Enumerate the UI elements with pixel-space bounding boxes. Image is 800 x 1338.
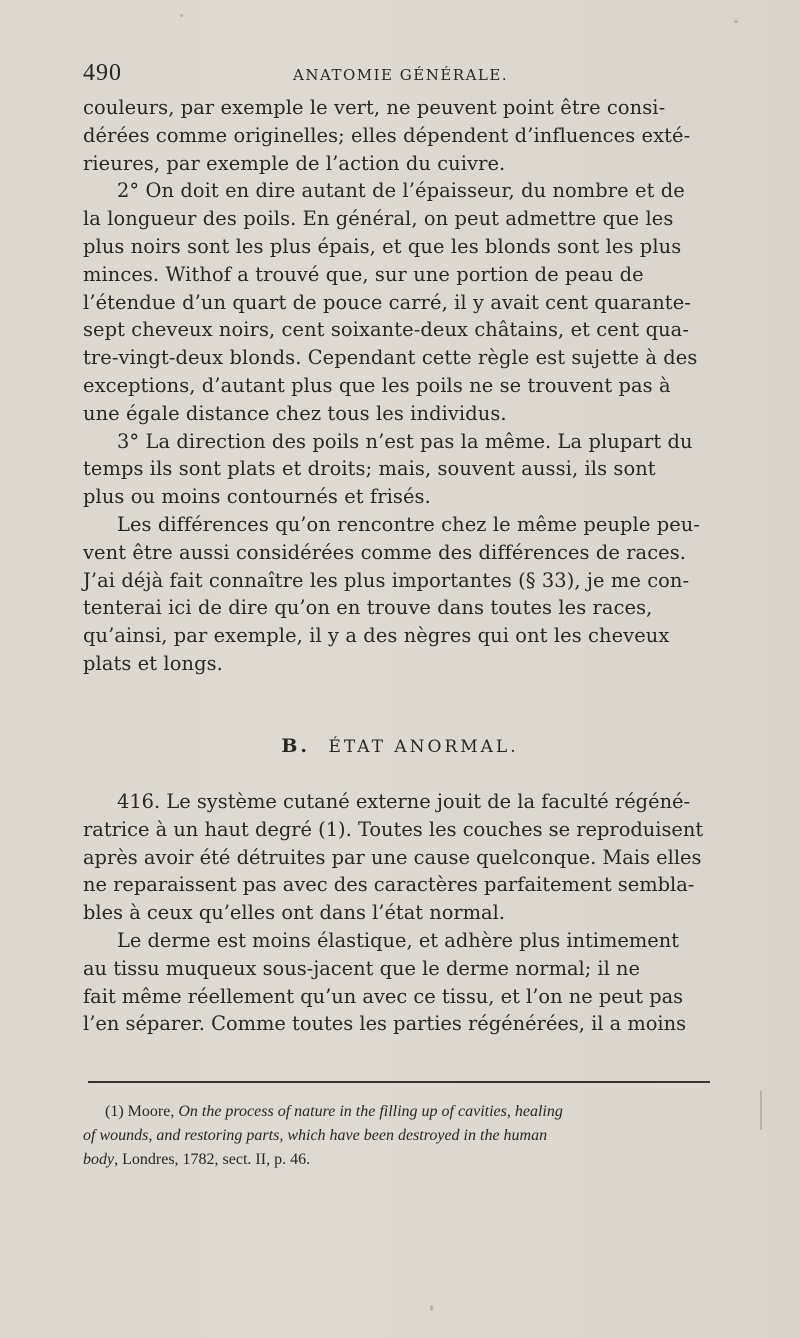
- text-line: ne reparaissent pas avec des caractères parfaitement sembla-: [83, 873, 695, 897]
- text-line: Les différences qu’on rencontre chez le même peuple peu-: [117, 512, 701, 536]
- footnote-line: [83, 1148, 713, 1172]
- text-line: temps ils sont plats et droits; mais, souvent aussi, ils sont: [83, 457, 656, 481]
- footnote-line: [83, 1124, 713, 1148]
- text-line: au tissu muqueux sous-jacent que le derme normal; il ne: [83, 956, 640, 980]
- text-line: une égale distance chez tous les individus.: [83, 401, 507, 425]
- text-line: vent être aussi considérées comme des différences de races.: [83, 540, 687, 564]
- page-header: [83, 60, 713, 92]
- text-line: 3° La direction des poils n’est pas la même. La plupart du: [117, 429, 693, 453]
- text-line: J’ai déjà fait connaître les plus importantes (§ 33), je me con-: [83, 568, 690, 592]
- text-line: sept cheveux noirs, cent soixante-deux châtains, et cent qua-: [83, 318, 689, 342]
- text-line: bles à ceux qu’elles ont dans l’état normal.: [83, 901, 505, 925]
- text-line: la longueur des poils. En général, on peut admettre que les: [83, 207, 674, 231]
- section-letter: B.: [281, 735, 311, 757]
- body-text-bottom: [83, 788, 713, 1038]
- text-line: plats et longs.: [83, 651, 223, 675]
- footnote-title: On the process of nature in the filling up of cavities, healing: [178, 1103, 563, 1120]
- paper-speck: [430, 1305, 433, 1311]
- body-text-top: [83, 94, 713, 678]
- text-line: 416. Le système cutané externe jouit de la faculté régéné-: [117, 790, 691, 813]
- footnote: [83, 1100, 713, 1172]
- text-line: l’étendue d’un quart de pouce carré, il y avait cent quarante-: [83, 290, 691, 314]
- text-line: 2° On doit en dire autant de l’épaisseur, du nombre et de: [117, 179, 685, 203]
- text-line: fait même réellement qu’un avec ce tissu, et l’on ne peut pas: [83, 984, 684, 1008]
- text-line: rieures, par exemple de l’action du cuivre.: [83, 151, 506, 175]
- footnote-rule: [88, 1081, 710, 1083]
- paper-speck: [180, 14, 183, 17]
- section-title: ÉTAT ANORMAL.: [328, 737, 519, 757]
- footnote-title-end: body: [83, 1151, 115, 1168]
- text-line: exceptions, d’autant plus que les poils ne se trouvent pas à: [83, 373, 671, 397]
- footnote-citation: , Londres, 1782, sect. II, p. 46.: [114, 1151, 311, 1168]
- running-head: ANATOMIE GÉNÉRALE.: [293, 66, 509, 84]
- text-line: après avoir été détruites par une cause quelconque. Mais elles: [83, 845, 702, 869]
- text-line: minces. Withof a trouvé que, sur une portion de peau de: [83, 262, 644, 286]
- paper-speck: [760, 1090, 762, 1130]
- text-line: plus ou moins contournés et frisés.: [83, 485, 431, 509]
- text-line: couleurs, par exemple le vert, ne peuvent point être consi-: [83, 96, 666, 119]
- text-line: tre-vingt-deux blonds. Cependant cette règle est sujette à des: [83, 346, 698, 370]
- text-line: qu’ainsi, par exemple, il y a des nègres qui ont les cheveux: [83, 624, 670, 648]
- section-heading: [0, 735, 800, 757]
- page-number: 490: [83, 60, 122, 86]
- paper-speck: [734, 20, 738, 23]
- footnote-title-cont: of wounds, and restoring parts, which have been destroyed in the human: [83, 1127, 548, 1144]
- text-line: ratrice à un haut degré (1). Toutes les couches se reproduisent: [83, 817, 704, 841]
- text-line: Le derme est moins élastique, et adhère plus intimement: [117, 928, 680, 952]
- text-line: tenterai ici de dire qu’on en trouve dans toutes les races,: [83, 596, 653, 620]
- footnote-line: [83, 1100, 713, 1124]
- text-line: plus noirs sont les plus épais, et que les blonds sont les plus: [83, 234, 682, 258]
- footnote-prefix: (1) Moore,: [105, 1103, 179, 1120]
- text-line: l’en séparer. Comme toutes les parties régénérées, il a moins: [83, 1012, 687, 1036]
- text-line: dérées comme originelles; elles dépendent d’influences exté-: [83, 123, 691, 147]
